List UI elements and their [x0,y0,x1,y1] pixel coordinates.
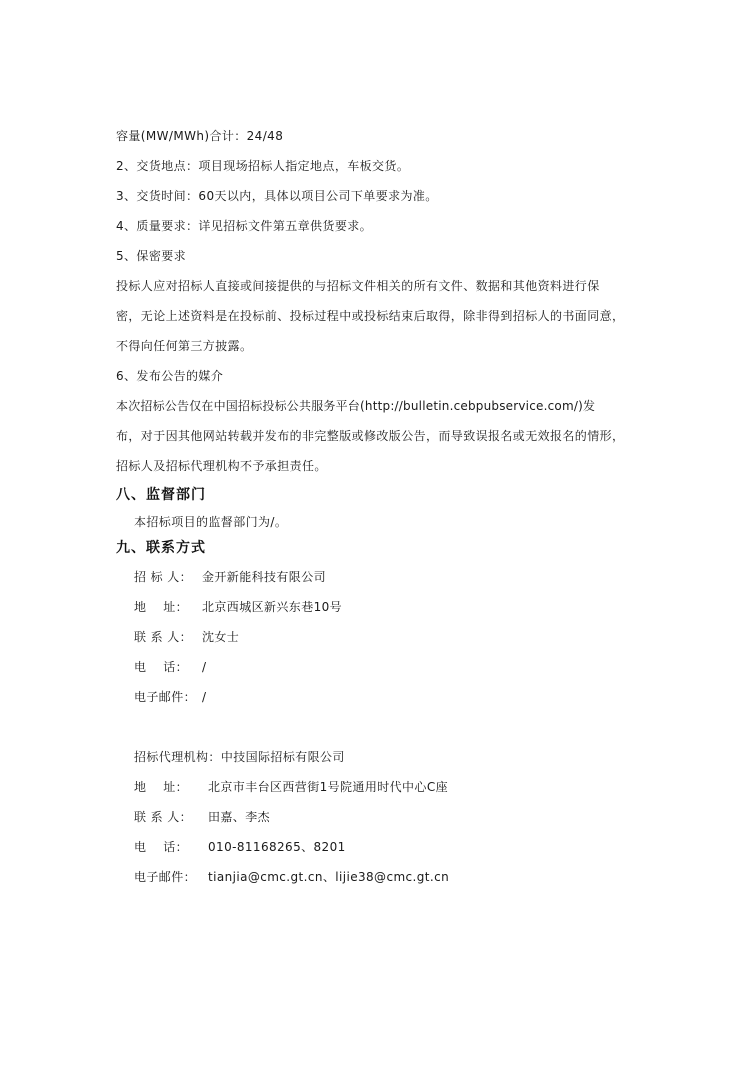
tenderer-email: / [202,690,207,704]
field-label: 招 标 人： [134,570,193,584]
field-label: 电子邮件： [134,870,197,884]
field-label: 招标代理机构： [134,750,221,764]
agency-name-row [134,749,345,765]
tenderer-contact: 沈女士 [202,630,240,644]
tenderer-phone-row [134,659,206,675]
secrecy-paragraph-line: 投标人应对招标人直接或间接提供的与招标文件相关的所有文件、数据和其他资料进行保 [116,279,600,293]
agency-contact: 田嘉、李杰 [208,810,271,824]
secrecy-title: 5、保密要求 [116,249,187,263]
field-label: 电子邮件： [134,690,197,704]
agency-phone-row [134,839,346,855]
field-label: 电 话： [134,660,189,674]
agency-address: 北京市丰台区西营街1号院通用时代中心C座 [208,780,449,794]
agency-name: 中技国际招标有限公司 [220,750,345,764]
capacity-line: 容量(MW/MWh)合计：24/48 [116,129,284,143]
media-paragraph-line: 本次招标公告仅在中国招标投标公共服务平台(http://bulletin.cebpubservice.com/)发 [116,399,596,413]
media-title: 6、发布公告的媒介 [116,369,224,383]
agency-email: tianjia@cmc.gt.cn、lijie38@cmc.gt.cn [208,870,450,884]
tenderer-email-row [134,689,206,705]
section8-text: 本招标项目的监督部门为/。 [134,515,288,529]
secrecy-paragraph-line: 不得向任何第三方披露。 [116,339,253,353]
agency-contact-row [134,809,270,825]
field-label: 地 址： [134,780,189,794]
agency-address-row [134,779,448,795]
delivery-place-line: 2、交货地点：项目现场招标人指定地点，车板交货。 [116,159,410,173]
media-paragraph-line: 布，对于因其他网站转载并发布的非完整版或修改版公告，而导致误报名或无效报名的情形， [116,429,625,443]
delivery-time-line: 3、交货时间：60天以内，具体以项目公司下单要求为准。 [116,189,438,203]
secrecy-paragraph-line: 密，无论上述资料是在投标前、投标过程中或投标结束后取得，除非得到招标人的书面同意， [116,309,625,323]
tenderer-phone: / [202,660,207,674]
media-paragraph-line: 招标人及招标代理机构不予承担责任。 [116,459,327,473]
tenderer-name-row [134,569,326,585]
section8-heading: 八、监督部门 [116,487,206,503]
section9-heading: 九、联系方式 [116,540,206,556]
field-label: 联 系 人： [134,810,193,824]
tenderer-contact-row [134,629,239,645]
field-label: 地 址： [134,600,189,614]
field-label: 电 话： [134,840,189,854]
quality-line: 4、质量要求：详见招标文件第五章供货要求。 [116,219,373,233]
tenderer-address: 北京西城区新兴东巷10号 [202,600,343,614]
field-label: 联 系 人： [134,630,193,644]
agency-phone: 010-81168265、8201 [208,840,346,854]
agency-email-row [134,869,449,885]
tenderer-address-row [134,599,342,615]
tenderer-name: 金开新能科技有限公司 [202,570,327,584]
